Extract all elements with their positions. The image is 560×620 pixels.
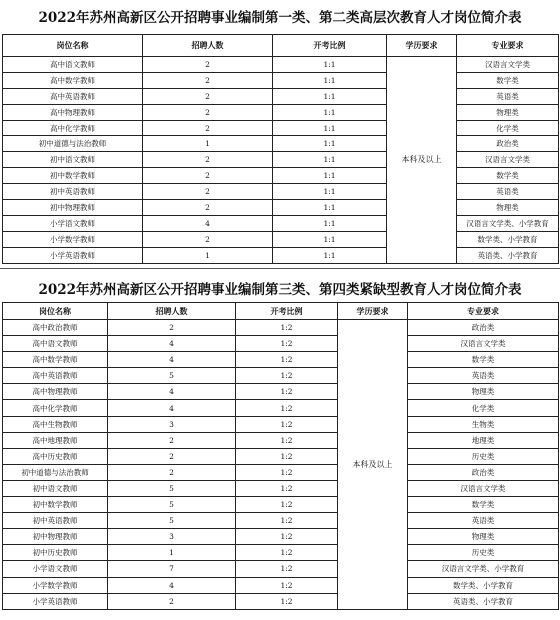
exam-ratio-cell: 1:2	[236, 480, 338, 496]
exam-ratio-cell: 1:1	[273, 152, 387, 168]
recruit-count-cell: 2	[143, 200, 273, 216]
exam-ratio-cell: 1:1	[273, 184, 387, 200]
recruit-count-cell: 2	[108, 593, 236, 609]
major-requirement-cell: 汉语言文学类	[457, 152, 559, 168]
major-requirement-cell: 数学类	[408, 352, 559, 368]
table-row	[3, 352, 559, 368]
exam-ratio-cell: 1:1	[273, 57, 387, 73]
exam-ratio-cell: 1:2	[236, 497, 338, 513]
positions-table-third-fourth-category	[2, 302, 559, 610]
recruit-count-cell: 2	[108, 448, 236, 464]
exam-ratio-cell: 1:2	[236, 513, 338, 529]
exam-ratio-cell: 1:2	[236, 320, 338, 336]
table-row	[3, 432, 559, 448]
exam-ratio-cell: 1:1	[273, 120, 387, 136]
major-requirement-cell: 汉语言文学类	[408, 480, 559, 496]
major-requirement-cell: 汉语言文学类、小学教育	[457, 215, 559, 231]
exam-ratio-cell: 1:1	[273, 231, 387, 247]
position-name-cell: 小学语文教师	[3, 215, 143, 231]
major-requirement-cell: 物理类	[408, 529, 559, 545]
position-name-cell: 高中地理教师	[3, 432, 108, 448]
exam-ratio-cell: 1:1	[273, 104, 387, 120]
exam-ratio-cell: 1:1	[273, 200, 387, 216]
table-row	[3, 384, 559, 400]
exam-ratio-cell: 1:2	[236, 432, 338, 448]
table-row	[3, 320, 559, 336]
exam-ratio-cell: 1:2	[236, 368, 338, 384]
header-education-requirement: 学历要求	[387, 35, 457, 57]
table-row	[3, 529, 559, 545]
recruit-count-cell: 4	[108, 400, 236, 416]
recruit-count-cell: 5	[108, 368, 236, 384]
header-exam-ratio: 开考比例	[236, 303, 338, 320]
exam-ratio-cell: 1:1	[273, 215, 387, 231]
exam-ratio-cell: 1:2	[236, 448, 338, 464]
exam-ratio-cell: 1:2	[236, 416, 338, 432]
table-row	[3, 104, 559, 120]
table-row	[3, 88, 559, 104]
positions-table-first-second-category	[2, 34, 559, 264]
recruit-count-cell: 2	[108, 464, 236, 480]
major-requirement-cell: 英语类	[408, 368, 559, 384]
major-requirement-cell: 地理类	[408, 432, 559, 448]
table-row	[3, 247, 559, 263]
recruit-count-cell: 7	[108, 561, 236, 577]
major-requirement-cell: 英语类、小学教育	[408, 593, 559, 609]
position-name-cell: 小学英语教师	[3, 593, 108, 609]
position-name-cell: 小学数学教师	[3, 231, 143, 247]
table-row	[3, 368, 559, 384]
recruit-count-cell: 5	[108, 497, 236, 513]
position-name-cell: 初中英语教师	[3, 513, 108, 529]
table-row	[3, 577, 559, 593]
position-name-cell: 小学数学教师	[3, 577, 108, 593]
major-requirement-cell: 汉语言文学类	[457, 57, 559, 73]
recruit-count-cell: 4	[143, 215, 273, 231]
header-major-requirement: 专业要求	[408, 303, 559, 320]
recruit-count-cell: 2	[143, 168, 273, 184]
major-requirement-cell: 化学类	[408, 400, 559, 416]
exam-ratio-cell: 1:2	[236, 352, 338, 368]
position-name-cell: 高中政治教师	[3, 320, 108, 336]
exam-ratio-cell: 1:2	[236, 400, 338, 416]
table-header-row	[3, 35, 559, 57]
position-name-cell: 初中数学教师	[3, 168, 143, 184]
table-row	[3, 200, 559, 216]
major-requirement-cell: 物理类	[457, 200, 559, 216]
position-name-cell: 高中英语教师	[3, 368, 108, 384]
exam-ratio-cell: 1:2	[236, 577, 338, 593]
position-name-cell: 小学英语教师	[3, 247, 143, 263]
recruit-count-cell: 3	[108, 416, 236, 432]
header-recruit-count: 招聘人数	[143, 35, 273, 57]
major-requirement-cell: 历史类	[408, 545, 559, 561]
position-name-cell: 高中生物教师	[3, 416, 108, 432]
recruit-count-cell: 2	[143, 231, 273, 247]
position-name-cell: 高中物理教师	[3, 384, 108, 400]
exam-ratio-cell: 1:2	[236, 336, 338, 352]
table-row	[3, 545, 559, 561]
position-name-cell: 高中语文教师	[3, 57, 143, 73]
major-requirement-cell: 数学类	[457, 168, 559, 184]
header-exam-ratio: 开考比例	[273, 35, 387, 57]
table-row	[3, 480, 559, 496]
recruit-count-cell: 5	[108, 513, 236, 529]
major-requirement-cell: 历史类	[408, 448, 559, 464]
major-requirement-cell: 物理类	[408, 384, 559, 400]
education-requirement-cell: 本科及以上	[338, 320, 408, 610]
recruit-count-cell: 4	[108, 352, 236, 368]
recruit-count-cell: 1	[108, 545, 236, 561]
exam-ratio-cell: 1:2	[236, 593, 338, 609]
recruit-count-cell: 2	[143, 72, 273, 88]
major-requirement-cell: 英语类、小学教育	[457, 247, 559, 263]
table-title-first-second-category: 2022年苏州高新区公开招聘事业编制第一类、第二类高层次教育人才岗位简介表	[38, 10, 522, 26]
position-name-cell: 高中英语教师	[3, 88, 143, 104]
major-requirement-cell: 政治类	[408, 320, 559, 336]
position-name-cell: 初中数学教师	[3, 497, 108, 513]
exam-ratio-cell: 1:2	[236, 545, 338, 561]
position-name-cell: 初中语文教师	[3, 152, 143, 168]
table-row	[3, 120, 559, 136]
table-row	[3, 464, 559, 480]
table-row	[3, 72, 559, 88]
position-name-cell: 初中物理教师	[3, 200, 143, 216]
table-row	[3, 561, 559, 577]
header-recruit-count: 招聘人数	[108, 303, 236, 320]
major-requirement-cell: 汉语言文学类	[408, 336, 559, 352]
table-row	[3, 448, 559, 464]
position-name-cell: 高中数学教师	[3, 72, 143, 88]
recruit-count-cell: 4	[108, 384, 236, 400]
major-requirement-cell: 生物类	[408, 416, 559, 432]
major-requirement-cell: 汉语言文学类、小学教育	[408, 561, 559, 577]
recruit-count-cell: 2	[108, 432, 236, 448]
recruit-count-cell: 3	[108, 529, 236, 545]
major-requirement-cell: 政治类	[457, 136, 559, 152]
exam-ratio-cell: 1:2	[236, 384, 338, 400]
major-requirement-cell: 英语类	[408, 513, 559, 529]
recruit-count-cell: 2	[143, 120, 273, 136]
recruit-count-cell: 2	[108, 320, 236, 336]
table-row	[3, 152, 559, 168]
table-row	[3, 57, 559, 73]
header-position-name: 岗位名称	[3, 303, 108, 320]
table-row	[3, 336, 559, 352]
table-row	[3, 184, 559, 200]
position-name-cell: 高中物理教师	[3, 104, 143, 120]
major-requirement-cell: 数学类	[408, 497, 559, 513]
position-name-cell: 小学语文教师	[3, 561, 108, 577]
position-name-cell: 高中历史教师	[3, 448, 108, 464]
position-name-cell: 初中历史教师	[3, 545, 108, 561]
table-row	[3, 231, 559, 247]
major-requirement-cell: 数学类、小学教育	[457, 231, 559, 247]
recruit-count-cell: 2	[143, 57, 273, 73]
table-row	[3, 593, 559, 609]
major-requirement-cell: 化学类	[457, 120, 559, 136]
header-position-name: 岗位名称	[3, 35, 143, 57]
table-row	[3, 168, 559, 184]
recruit-count-cell: 2	[143, 104, 273, 120]
major-requirement-cell: 英语类	[457, 184, 559, 200]
major-requirement-cell: 数学类	[457, 72, 559, 88]
major-requirement-cell: 数学类、小学教育	[408, 577, 559, 593]
recruit-count-cell: 1	[143, 247, 273, 263]
recruit-count-cell: 2	[143, 184, 273, 200]
recruit-count-cell: 5	[108, 480, 236, 496]
table-row	[3, 513, 559, 529]
exam-ratio-cell: 1:1	[273, 168, 387, 184]
position-name-cell: 高中化学教师	[3, 400, 108, 416]
exam-ratio-cell: 1:1	[273, 136, 387, 152]
position-name-cell: 高中化学教师	[3, 120, 143, 136]
position-name-cell: 高中语文教师	[3, 336, 108, 352]
header-major-requirement: 专业要求	[457, 35, 559, 57]
table-header-row	[3, 303, 559, 320]
major-requirement-cell: 政治类	[408, 464, 559, 480]
table-row	[3, 416, 559, 432]
exam-ratio-cell: 1:1	[273, 72, 387, 88]
position-name-cell: 高中数学教师	[3, 352, 108, 368]
exam-ratio-cell: 1:2	[236, 561, 338, 577]
table-row	[3, 400, 559, 416]
position-name-cell: 初中道德与法治教师	[3, 464, 108, 480]
header-education-requirement: 学历要求	[338, 303, 408, 320]
table-row	[3, 215, 559, 231]
recruit-count-cell: 4	[108, 336, 236, 352]
major-requirement-cell: 物理类	[457, 104, 559, 120]
table-row	[3, 136, 559, 152]
major-requirement-cell: 英语类	[457, 88, 559, 104]
position-name-cell: 初中语文教师	[3, 480, 108, 496]
position-name-cell: 初中道德与法治教师	[3, 136, 143, 152]
exam-ratio-cell: 1:2	[236, 464, 338, 480]
position-name-cell: 初中物理教师	[3, 529, 108, 545]
exam-ratio-cell: 1:1	[273, 88, 387, 104]
education-requirement-cell: 本科及以上	[387, 57, 457, 264]
table-title-third-fourth-category: 2022年苏州高新区公开招聘事业编制第三类、第四类紧缺型教育人才岗位简介表	[38, 282, 522, 298]
section-divider	[0, 268, 560, 269]
table-row	[3, 497, 559, 513]
position-name-cell: 初中英语教师	[3, 184, 143, 200]
recruit-count-cell: 4	[108, 577, 236, 593]
recruit-count-cell: 2	[143, 152, 273, 168]
recruit-count-cell: 2	[143, 88, 273, 104]
recruit-count-cell: 1	[143, 136, 273, 152]
exam-ratio-cell: 1:1	[273, 247, 387, 263]
exam-ratio-cell: 1:2	[236, 529, 338, 545]
